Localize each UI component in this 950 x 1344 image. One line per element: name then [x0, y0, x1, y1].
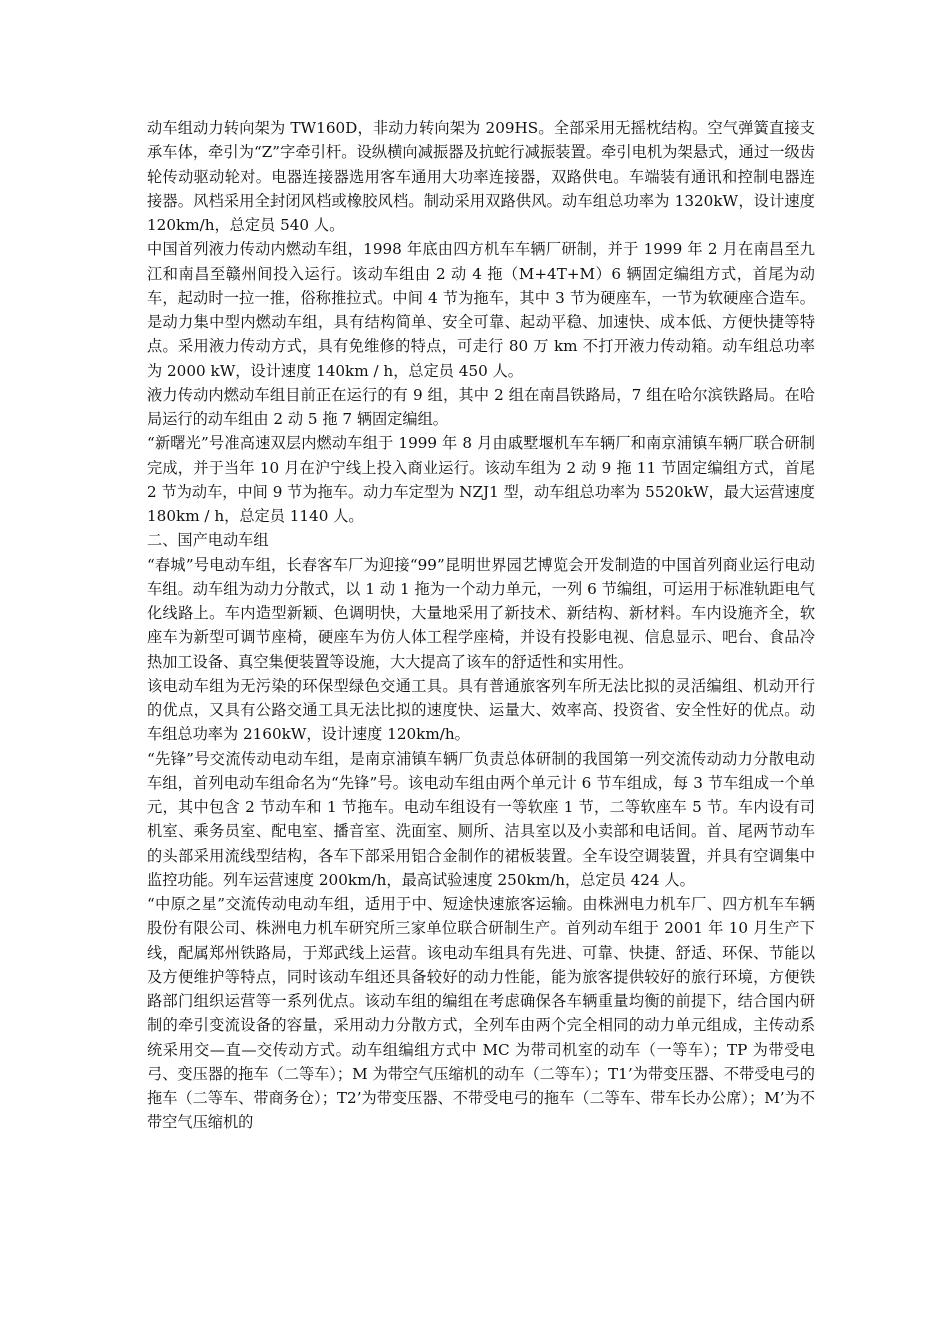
paragraph-chuncheng: “春城”号电动车组，长春客车厂为迎接“99”昆明世界园艺博览会开发制造的中国首列商业运行电动车组。动车组为动力分散式，以 1 动 1 拖为一个动力单元，一列 6 节编组，可运用于标准轨距电气化线路上。车内造型新颖、色调明快，大量地采用了新技术、新结构、新材料。车内设施齐全，软座车为新型可调节座椅，硬座车为仿人体工程学座椅，并设有投影电视、信息显示、吧台、食品冷热加工设备、真空集便装置等设施，大大提高了该车的舒适性和实用性。: [147, 555, 815, 671]
section-heading-domestic-emu: 二、国产电动车组: [147, 531, 269, 550]
document-body: [147, 116, 815, 1135]
paragraph-xinshuguang: “新曙光”号准高速双层内燃动车组于 1999 年 8 月由戚墅堰机车车辆厂和南京浦镇车辆厂联合研制完成，并于当年 10 月在沪宁线上投入商业运行。该动车组为 2 动 9 拖 11 节固定编组方式，首尾 2 节为动车，中间 9 节为拖车。动力车定型为 NZJ1 型，动车组总功率为 5520kW，最大运营速度 180km / h，总定员 1140 人。: [147, 434, 815, 525]
paragraph-green-transport: 该电动车组为无污染的环保型绿色交通工具。具有普通旅客列车所无法比拟的灵活编组、机动开行的优点，又具有公路交通工具无法比拟的速度快、运量大、效率高、投资省、安全性好的优点。动车组总功率为 2160kW，设计速度 120km/h。: [147, 676, 815, 744]
paragraph-hydraulic-dmu-operation: 液力传动内燃动车组目前正在运行的有 9 组，其中 2 组在南昌铁路局，7 组在哈尔滨铁路局。在哈局运行的动车组由 2 动 5 拖 7 辆固定编组。: [147, 385, 815, 428]
paragraph-bogie-specs: 动车组动力转向架为 TW160D，非动力转向架为 209HS。全部采用无摇枕结构。空气弹簧直接支承车体，牵引为“Z”字牵引杆。设纵横向减振器及抗蛇行减振装置。牵引电机为架悬式，通过一级齿轮传动驱动轮对。电器连接器选用客车通用大功率连接器，双路供电。车端装有通讯和控制电器连接器。风档采用全封闭风档或橡胶风档。制动采用双路供风。动车组总功率为 1320kW，设计速度 120km/h，总定员 540 人。: [147, 119, 815, 234]
paragraph-first-hydraulic-dmu: 中国首列液力传动内燃动车组，1998 年底由四方机车车辆厂研制，并于 1999 年 2 月在南昌至九江和南昌至赣州间投入运行。该动车组由 2 动 4 拖（M+4T+M）6 辆固定编组方式，首尾为动车，起动时一拉一推，俗称推拉式。中间 4 节为拖车，其中 3 节为硬座车，一节为软硬座合造车。是动力集中型内燃动车组，具有结构简单、安全可靠、起动平稳、加速快、成本低、方便快捷等特点。采用液力传动方式，具有免维修的特点，可走行 80 万 km 不打开液力传动箱。动车组总功率为 2000 kW，设计速度 140km / h，总定员 450 人。: [147, 240, 815, 380]
paragraph-xianfeng: “先锋”号交流传动电动车组，是南京浦镇车辆厂负责总体研制的我国第一列交流传动动力分散电动车组，首列电动车组命名为“先锋”号。该电动车组由两个单元计 6 节车组成，每 3 节车组成一个单元，其中包含 2 节动车和 1 节拖车。电动车组设有一等软座 1 节，二等软座车 5 节。车内设有司机室、乘务员室、配电室、播音室、洗面室、厕所、洁具室以及小卖部和电话间。首、尾两节动车的头部采用流线型结构，各车下部采用铝合金制作的裙板装置。全车设空调装置，并具有空调集中监控功能。列车运营速度 200km/h，最高试验速度 250km/h，总定员 424 人。: [147, 749, 815, 889]
paragraph-zhongyuanzhixing: “中原之星”交流传动电动车组，适用于中、短途快速旅客运输。由株洲电力机车厂、四方机车车辆股份有限公司、株洲电力机车研究所三家单位联合研制生产。首列动车组于 2001 年 10 月生产下线，配属郑州铁路局，于郑武线上运营。该电动车组具有先进、可靠、快捷、舒适、环保、节能以及方便维护等特点，同时该动车组还具备较好的动力性能，能为旅客提供较好的旅行环境，方便铁路部门组织运营等一系列优点。该动车组的编组在考虑确保各车辆重量均衡的前提下，结合国内研制的牵引变流设备的容量，采用动力分散方式，全列车由两个完全相同的动力单元组成，主传动系统采用交—直—交传动方式。动车组编组方式中 MC 为带司机室的动车（一等车）；TP 为带受电弓、变压器的拖车（二等车）；M 为带空气压缩机的动车（二等车）；T1’为带变压器、不带受电弓的拖车（二等车、带商务仓）；T2’为带变压器、不带受电弓的拖车（二等车、带车长办公席）；M’为不带空气压缩机的: [147, 895, 815, 1132]
